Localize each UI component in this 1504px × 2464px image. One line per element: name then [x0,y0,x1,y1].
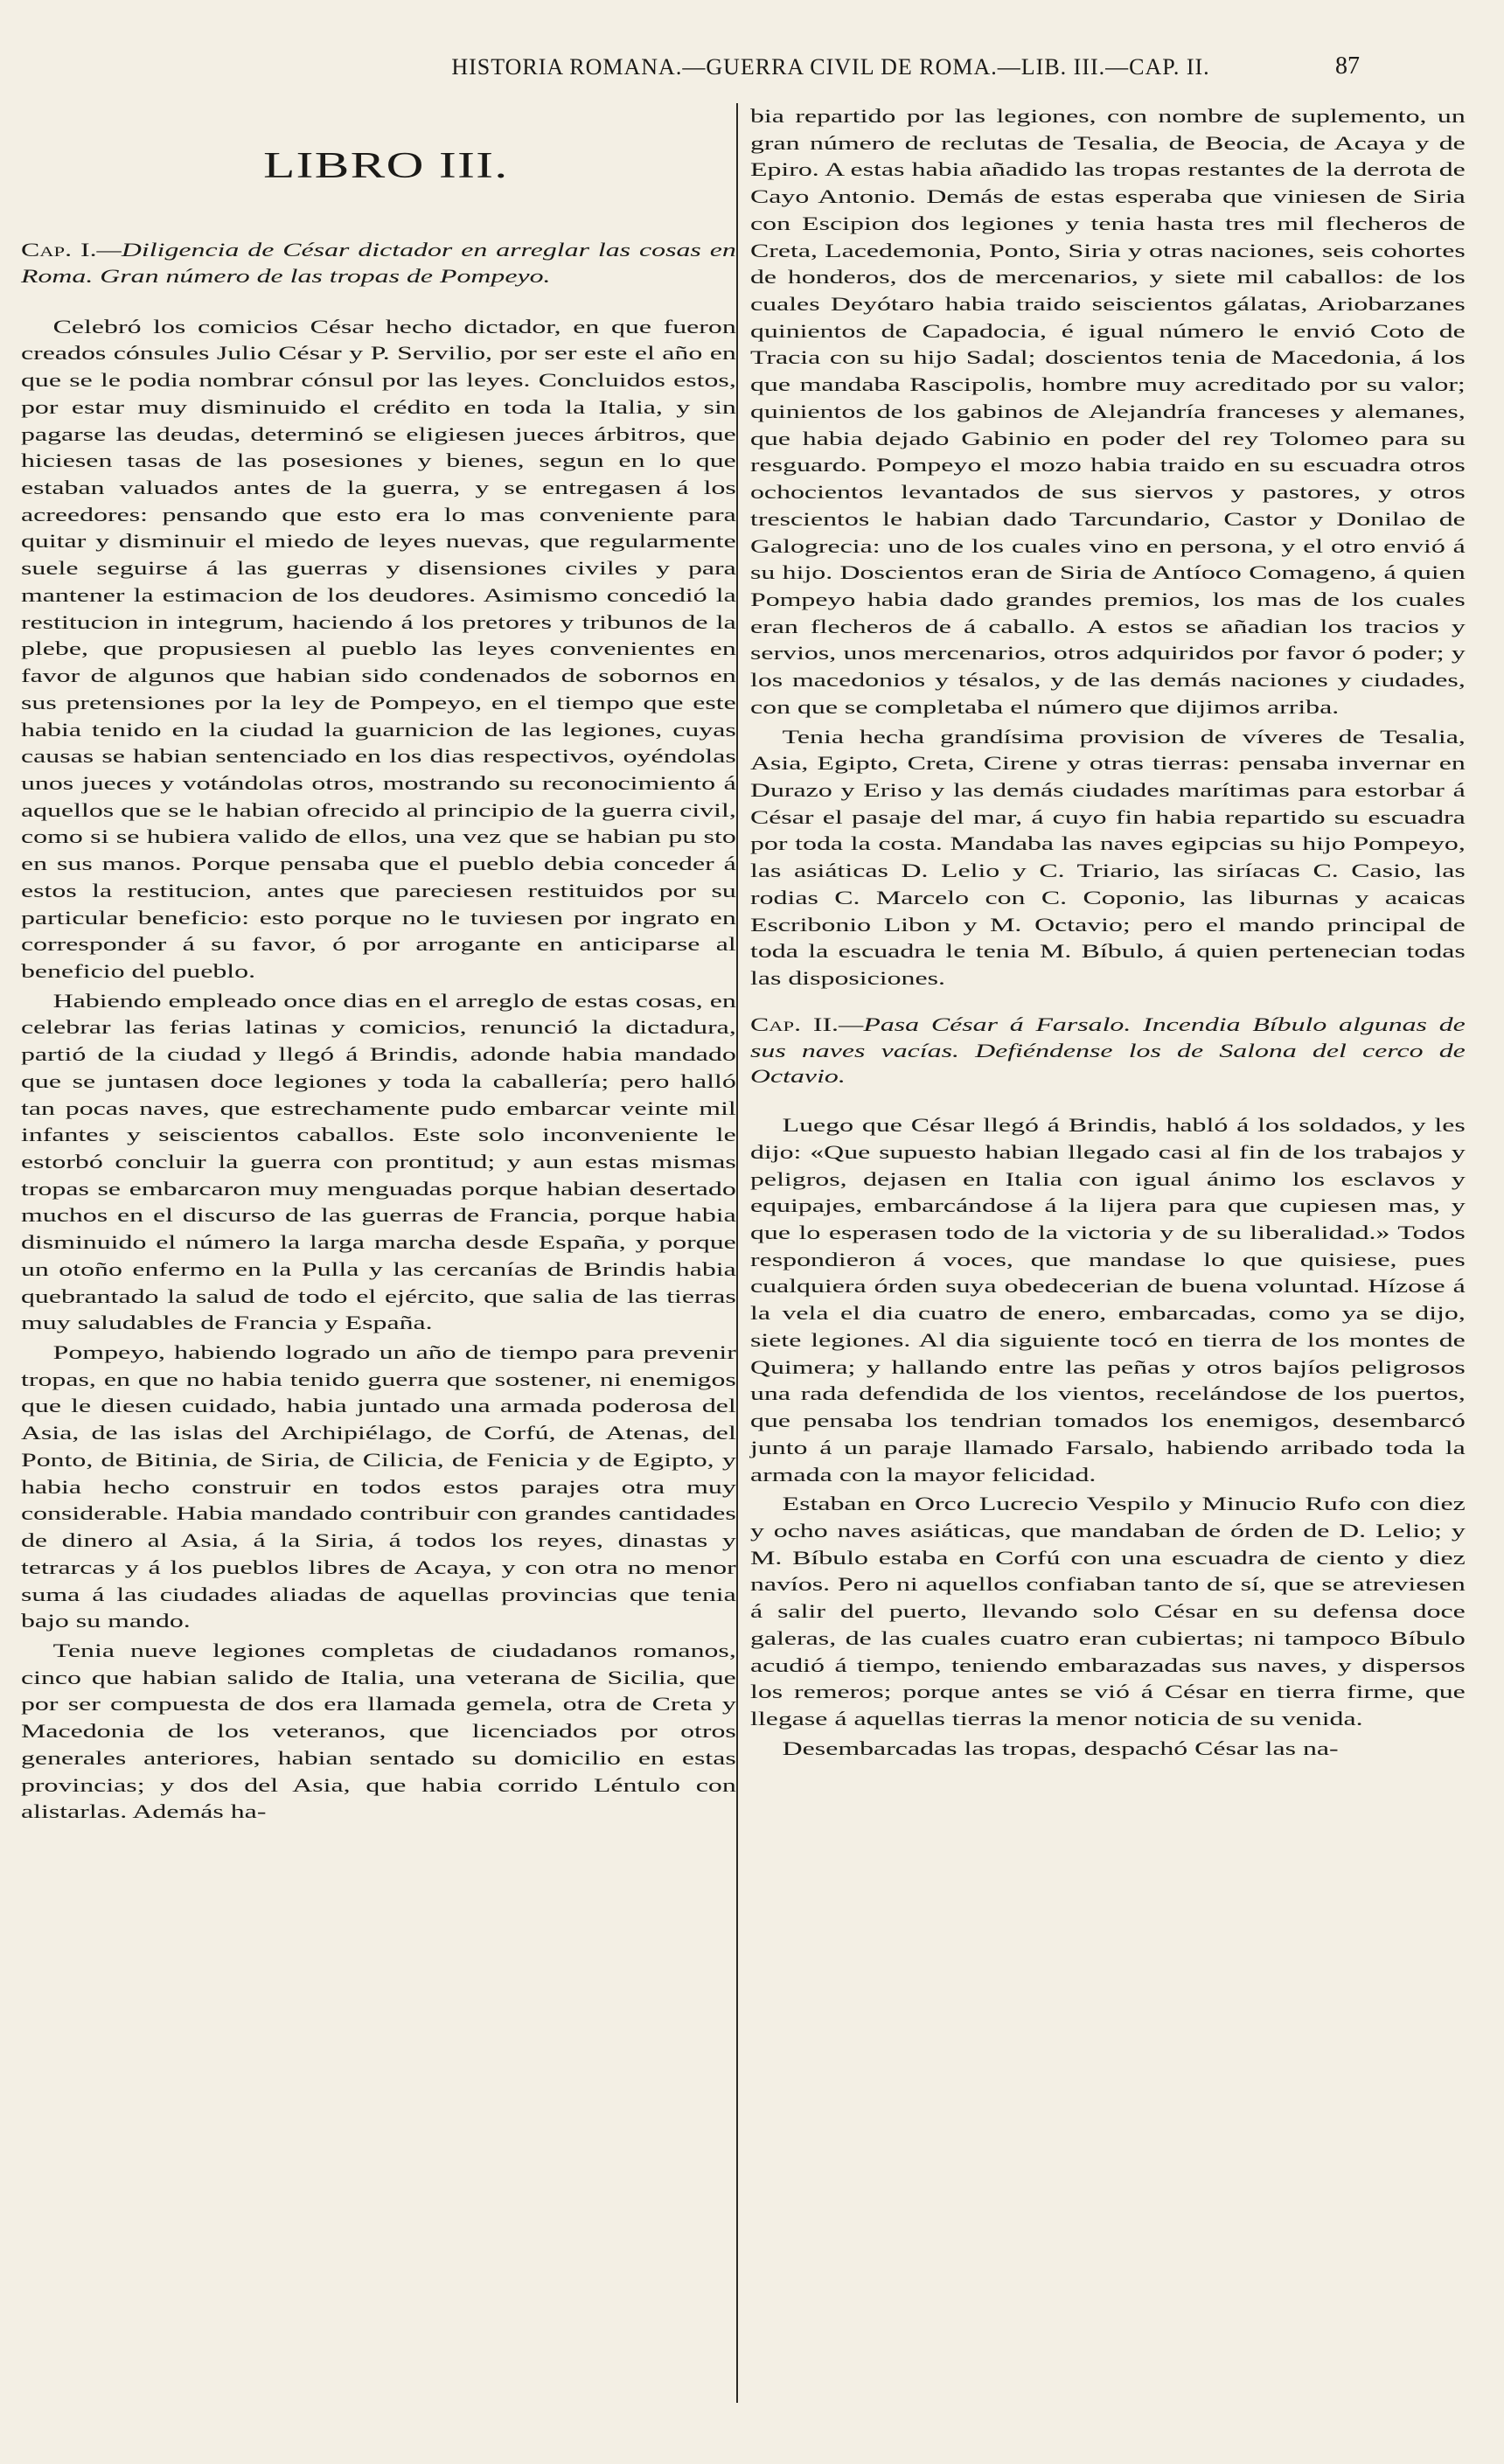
chapter-label: Cap. II. [750,1013,839,1035]
paragraph: Luego que César llegó á Brindis, habló á los soldados, y les dijo: «Que supuesto habian llegado casi al fin de los trabajos y peligros, dejasen en Italia con igual ánimo los esclavos y equipajes, embarcándose á la lijera para que cupiesen mas, y que lo esperasen todo de la victoria y de su liberalidad.» Todos respondieron á voces, que mandase lo que quisiese, pues cualquiera órden suya obedecerian de buena voluntad. Hízose á la vela el dia cuatro de enero, embarcadas, como ya se dijo, siete legiones. Al dia siguiente tocó en tierra de los montes de Quimera; y hallando entre las peñas y otros bajíos peligrosos una rada defendida de los vientos, recelándose de los puertos, que pensaba los tendrian tomados los enemigos, desembarcó junto á un paraje llamado Farsalo, habiendo arribado toda la armada con la mayor felicidad. [750,1114,1466,1486]
paragraph: Habiendo empleado once dias en el arreglo de estas cosas, en celebrar las ferias latinas y comicios, renunció la dictadura, partió de la ciudad y llegó á Brindis, adonde habia mandado que se juntasen doce legiones y toda la caballería; pero halló tan pocas naves, que estrechamente pudo embarcar veinte mil infantes y seiscientos caballos. Este solo inconveniente le estorbó concluir la guerra con prontitud; y aun estas mismas tropas se embarcaron muy menguadas porque habian desertado muchos en el discurso de las guerras de Francia, porque habia disminuido el número la larga marcha desde España, y porque un otoño enfermo en la Pulla y las cercanías de Brindis habia quebrantado la salud de todo el ejército, que salia de las tierras muy saludables de Francia y España. [21,989,736,1334]
paragraph: Tenia nueve legiones completas de ciudadanos romanos, cinco que habian salido de Italia, una veterana de Sicilia, que por ser compuesta de dos era llamada gemela, otra de Creta y Macedonia de los veteranos, que licenciados por otros generales anteriores, habian sentado su domicilio en estas provincias; y dos del Asia, que habia corrido Léntulo con alistarlas. Además ha- [21,1639,736,1823]
running-header: HISTORIA ROMANA.—GUERRA CIVIL DE ROMA.—LIB. III.—CAP. II. [451,54,1210,80]
paragraph: Pompeyo, habiendo logrado un año de tiempo para prevenir tropas, en que no habia tenido guerra que sostener, ni enemigos que le diesen cuidado, habia juntado una armada poderosa del Asia, de las islas del Archipiélago, de Corfú, de Atenas, del Ponto, de Bitinia, de Siria, de Cilicia, de Fenicia y de Egipto, y habia hecho construir en todos estos parajes otra muy considerable. Habia mandado contribuir con grandes cantidades de dinero al Asia, á la Siria, á todos los reyes, dinastas y tetrarcas y á los pueblos libres de Acaya, y con otra no menor suma á las ciudades aliadas de aquellas provincias que tenia bajo su mando. [21,1341,736,1632]
column-divider [736,103,738,2403]
paragraph: Desembarcadas las tropas, despachó César las na- [782,1737,1339,1759]
page-number: 87 [1335,52,1360,80]
chapter-label: Cap. I. [21,239,97,261]
right-column [750,103,1466,1762]
paragraph-continued: bia repartido por las legiones, con nombre de suplemento, un gran número de reclutas de Tesalia, de Beocia, de Acaya y de Epiro. A estas habia añadido las tropas restantes de la derrota de Cayo Antonio. Demás de estas esperaba que viniesen de Siria con Escipion dos legiones y tenia hasta tres mil flecheros de Creta, Lacedemonia, Ponto, Siria y otras naciones, seis cohortes de honderos, dos de mercenarios, y siete mil caballos: de los cuales Deyótaro habia traido seiscientos gálatas, Ariobarzanes quinientos de Capadocia, é igual número le envió Coto de Tracia con su hijo Sadal; doscientos tenia de Macedonia, á los que mandaba Rascipolis, hombre muy acreditado por su valor; quinientos de los gabinos de Alejandría franceses y alemanes, que habia dejado Gabinio en poder del rey Tolomeo para su resguardo. Pompeyo el mozo habia traido en su escuadra otros ochocientos levantados de sus siervos y pastores, y otros trescientos le habian dado Tarcundario, Castor y Donilao de Galogrecia: uno de los cuales vino en persona, y el otro envió á su hijo. Doscientos eran de Siria de Antíoco Comageno, á quien Pompeyo habia dado grandes premios, los mas de los cuales eran flecheros de á caballo. A estos se añadian los tracios y servios, unos mercenarios, otros adquiridos por favor ó poder; y los macedonios y tésalos, y de las demás naciones y ciudades, con que se completaba el número que dijimos arriba. [750,105,1466,718]
chapter-heading-2 [750,1012,1466,1089]
chapter-summary: —Diligencia de César dictador en arreglar las cosas en Roma. Gran número de las tropas de Pompeyo. [21,239,736,287]
left-column [21,103,736,1826]
chapter-heading-1 [21,237,736,289]
paragraph: Estaban en Orco Lucrecio Vespilo y Minucio Rufo con diez y ocho naves asiáticas, que mandaban de órden de D. Lelio; y M. Bíbulo estaba en Corfú con una escuadra de ciento y diez navíos. Pero ni aquellos confiaban tanto de sí, que se atreviesen á salir del puerto, llevando solo César en su defensa doce galeras, de las cuales cuatro eran cubiertas; ni tampoco Bíbulo acudió á tiempo, teniendo embarazadas sus naves, y dispersos los remeros; porque antes se vió á César en tierra firme, que llegase á aquellas tierras la menor noticia de su venida. [750,1493,1466,1730]
book-title: LIBRO III. [263,146,509,186]
chapter-summary: —Pasa César á Farsalo. Incendia Bíbulo algunas de sus naves vacías. Defiéndense los de Salona del cerco de Octavio. [750,1013,1466,1088]
paragraph: Celebró los comicios César hecho dictador, en que fueron creados cónsules Julio César y P. Servilio, por ser este el año en que se le podia nombrar cónsul por las leyes. Concluidos estos, por estar muy disminuido el crédito en toda la Italia, y sin pagarse las deudas, determinó se eligiesen jueces árbitros, que hiciesen tasas de las posesiones y bienes, segun en lo que estaban valuados antes de la guerra, y se entregasen á los acreedores: pensando que esto era lo mas conveniente para quitar y disminuir el miedo de leyes nuevas, que regularmente suele seguirse á las guerras y disensiones civiles y para mantener la estimacion de los deudores. Asimismo concedió la restitucion in integrum, haciendo á los pretores y tribunos de la plebe, que propusiesen al pueblo las leyes convenientes en favor de algunos que habian sido condenados de sobornos en sus pretensiones por la ley de Pompeyo, en el tiempo que este habia tenido en la ciudad la guarnicion de las legiones, cuyas causas se habian sentenciado en los dias respectivos, oyéndolas unos jueces y votándolas otros, mostrando su reconocimiento á aquellos que se le habian ofrecido al principio de la guerra civil, como si se hubiera valido de ellos, una vez que se habian pu sto en sus manos. Porque pensaba que el pueblo debia conceder á estos la restitucion, antes que pareciesen restituidos por su particular beneficio: esto porque no le tuviesen por ingrato en corresponder á su favor, ó por arrogante en anticiparse al beneficio del pueblo. [21,315,736,982]
paragraph: Tenia hecha grandísima provision de víveres de Tesalia, Asia, Egipto, Creta, Cirene y otras tierras: pensaba invernar en Durazo y Eriso y las demás ciudades marítimas para estorbar á César el pasaje del mar, á cuyo fin habia repartido su escuadra por toda la costa. Mandaba las naves egipcias su hijo Pompeyo, las asiáticas D. Lelio y C. Triario, las siríacas C. Casio, las rodias C. Marcelo con C. Coponio, las liburnas y acaicas Escribonio Libon y M. Octavio; pero el mando principal de toda la escuadra le tenia M. Bíbulo, á quien pertenecian todas las disposiciones. [750,725,1466,989]
